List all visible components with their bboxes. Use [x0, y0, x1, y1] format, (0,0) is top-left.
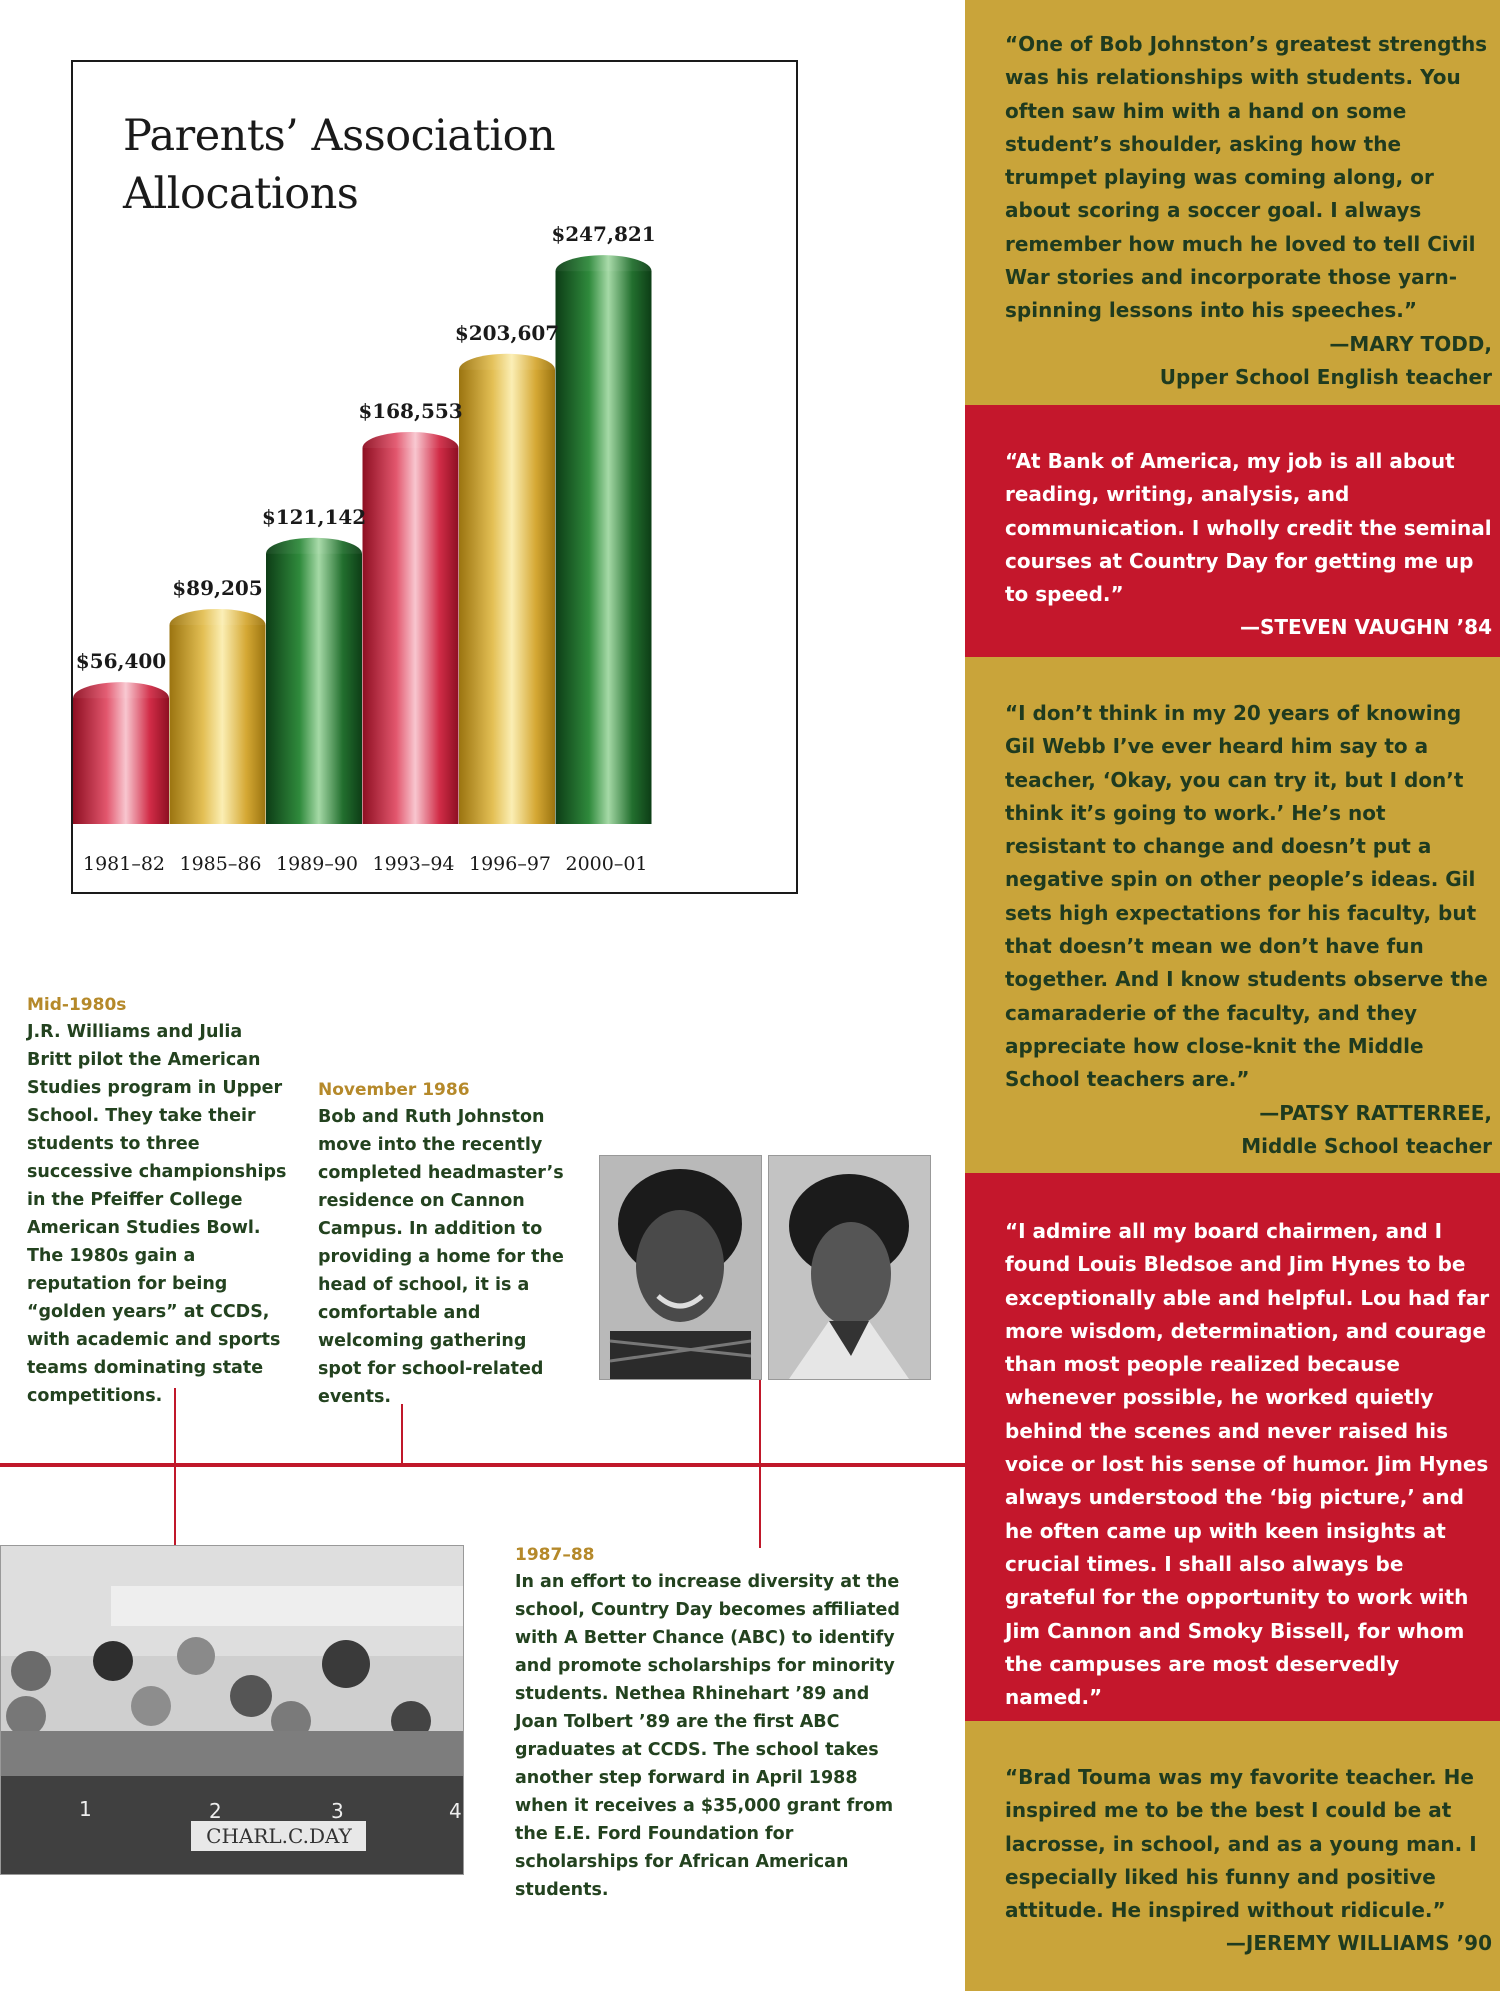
- team-photo-number-1: 1: [79, 1797, 92, 1821]
- team-photo-number-2: 2: [209, 1799, 222, 1823]
- quote-attribution-title: Middle School teacher: [1241, 1133, 1492, 1158]
- quote-attribution: —STEVEN VAUGHN ’84: [1239, 615, 1492, 640]
- american-studies-team-photo: [0, 1545, 464, 1875]
- quote-text: “I admire all my board chairmen, and I found Louis Bledsoe and Jim Hynes to be exceptionally able and helpful. Lou had far more wisdom, determination, and courage than most people realized because whenever possible, he worked quietly behind the scenes and never raised his voice or lost his sense of humor. Jim Hynes always understood the ‘big picture,’ and he often came up with keen insights at crucial times. I shall also always be grateful for the opportunity to work with Jim Cannon and Smoky Bissell, for whom the campuses are most deservedly named.”: [1005, 1219, 1490, 1710]
- timeline-body: Bob and Ruth Johnston move into the recently completed headmaster’s residence on Cannon Campus. In addition to providing a home for the head of school, it is a comfortable and welcoming gathering spot for school-related events.: [318, 1107, 564, 1407]
- bar-1981–82: [73, 682, 169, 824]
- quote-attribution: —PATSY RATTERREE,: [1259, 1100, 1492, 1125]
- bar-2000–01: [556, 255, 652, 824]
- bar-1993–94: [363, 432, 459, 824]
- portrait-image: [769, 1156, 930, 1379]
- category-label: 1989–90: [275, 853, 359, 875]
- student-portrait-photo-2: [768, 1155, 931, 1380]
- quote-text: “I don’t think in my 20 years of knowing Gil Webb I’ve ever heard him say to a teacher, ‘Okay, you can try it, but I don’t think it’s going to work.’ He’s not resistant to change and doesn’t put a negative spin on other people’s ideas. Gil sets high expectations for his faculty, but that doesn’t mean we don’t have fun together. And I know students observe the camaraderie of the faculty, and they appreciate how close-knit the Middle School teachers are.”: [1005, 701, 1488, 1092]
- bar-1985–86: [170, 609, 266, 824]
- quote-panel-mary-todd: [965, 0, 1500, 405]
- quote-attribution: —MARY TODD,: [1329, 331, 1492, 356]
- category-label: 1985–86: [179, 853, 262, 875]
- timeline-entry-november-1986: [318, 1080, 568, 1411]
- team-photo-number-4: 4: [449, 1799, 462, 1823]
- bar-value-label: $89,205: [172, 576, 263, 601]
- student-portrait-photo-1: [599, 1155, 762, 1380]
- timeline-tick-mid-1980s: [174, 1388, 176, 1548]
- chart-title-line-2: Allocations: [123, 169, 359, 219]
- bar-value-label: $56,400: [75, 649, 167, 674]
- quote-text: “At Bank of America, my job is all about reading, writing, analysis, and communication. I wholly credit the seminal courses at Country Day for getting me up to speed.”: [1005, 449, 1492, 607]
- team-photo-image: [1, 1546, 463, 1874]
- quote-text: “One of Bob Johnston’s greatest strengths was his relationships with students. You often saw him with a hand on some student’s shoulder, asking how the trumpet playing was coming along, or about scoring a soccer goal. I always remember how much he loved to tell Civil War stories and incorporate those yarn-spinning lessons into his speeches.”: [1005, 32, 1488, 323]
- chart-title: [123, 107, 555, 223]
- quote-attribution-title: Upper School English teacher: [1159, 364, 1492, 389]
- team-photo-sign: CHARL.C.DAY: [206, 1824, 352, 1848]
- category-label: 1981–82: [82, 853, 166, 875]
- bar-value-label: $247,821: [551, 222, 656, 247]
- timeline-heading: 1987–88: [515, 1545, 595, 1565]
- timeline-entry-1987-88: [515, 1545, 915, 1904]
- quote-column: [965, 0, 1500, 1991]
- portrait-image: [600, 1156, 761, 1379]
- bar-value-label: $121,142: [261, 504, 367, 529]
- timeline-body: J.R. Williams and Julia Britt pilot the American Studies program in Upper School. They take their students to three successive championships in the Pfeiffer College American Studies Bowl. The 1980s gain a reputation for being “golden years” at CCDS, with academic and sports teams dominating state competitions.: [27, 1022, 287, 1406]
- category-label: 2000–01: [565, 853, 648, 875]
- bar-1989–90: [266, 538, 362, 824]
- timeline-line: [0, 1463, 965, 1467]
- bar-value-label: $203,607: [454, 320, 560, 345]
- timeline-heading: Mid-1980s: [27, 995, 127, 1015]
- quote-panel-jeremy-williams: [965, 1721, 1500, 1991]
- timeline-entry-mid-1980s: [27, 995, 287, 1410]
- quote-panel-steven-vaughn: [965, 405, 1500, 657]
- quote-text: “Brad Touma was my favorite teacher. He inspired me to be the best I could be at lacrosse, in school, and as a young man. I especially liked his funny and positive attitude. He inspired without ridicule.”: [1005, 1765, 1477, 1923]
- chart-title-line-1: Parents’ Association: [123, 111, 556, 161]
- timeline-tick-november-1986: [401, 1404, 403, 1464]
- timeline-tick-1987-88: [759, 1378, 761, 1548]
- quote-panel-patsy-ratterree: [965, 657, 1500, 1173]
- timeline-heading: November 1986: [318, 1080, 470, 1100]
- timeline-body: In an effort to increase diversity at the school, Country Day becomes affiliated with A Better Chance (ABC) to identify and promote scholarships for minority students. Nethea Rhinehart ’89 and Joan Tolbert ’89 are the first ABC graduates at CCDS. The school takes another step forward in April 1988 when it receives a $35,000 grant from the E.E. Ford Foundation for scholarships for African American students.: [515, 1572, 900, 1900]
- team-photo-number-3: 3: [331, 1799, 344, 1823]
- quote-attribution: —JEREMY WILLIAMS ’90: [1225, 1931, 1492, 1956]
- bar-1996–97: [459, 354, 555, 824]
- allocations-chart: [71, 60, 798, 894]
- category-label: 1996–97: [468, 853, 552, 875]
- bar-value-label: $168,553: [358, 398, 463, 423]
- category-label: 1993–94: [372, 853, 455, 875]
- quote-panel-horton-reed: [965, 1173, 1500, 1721]
